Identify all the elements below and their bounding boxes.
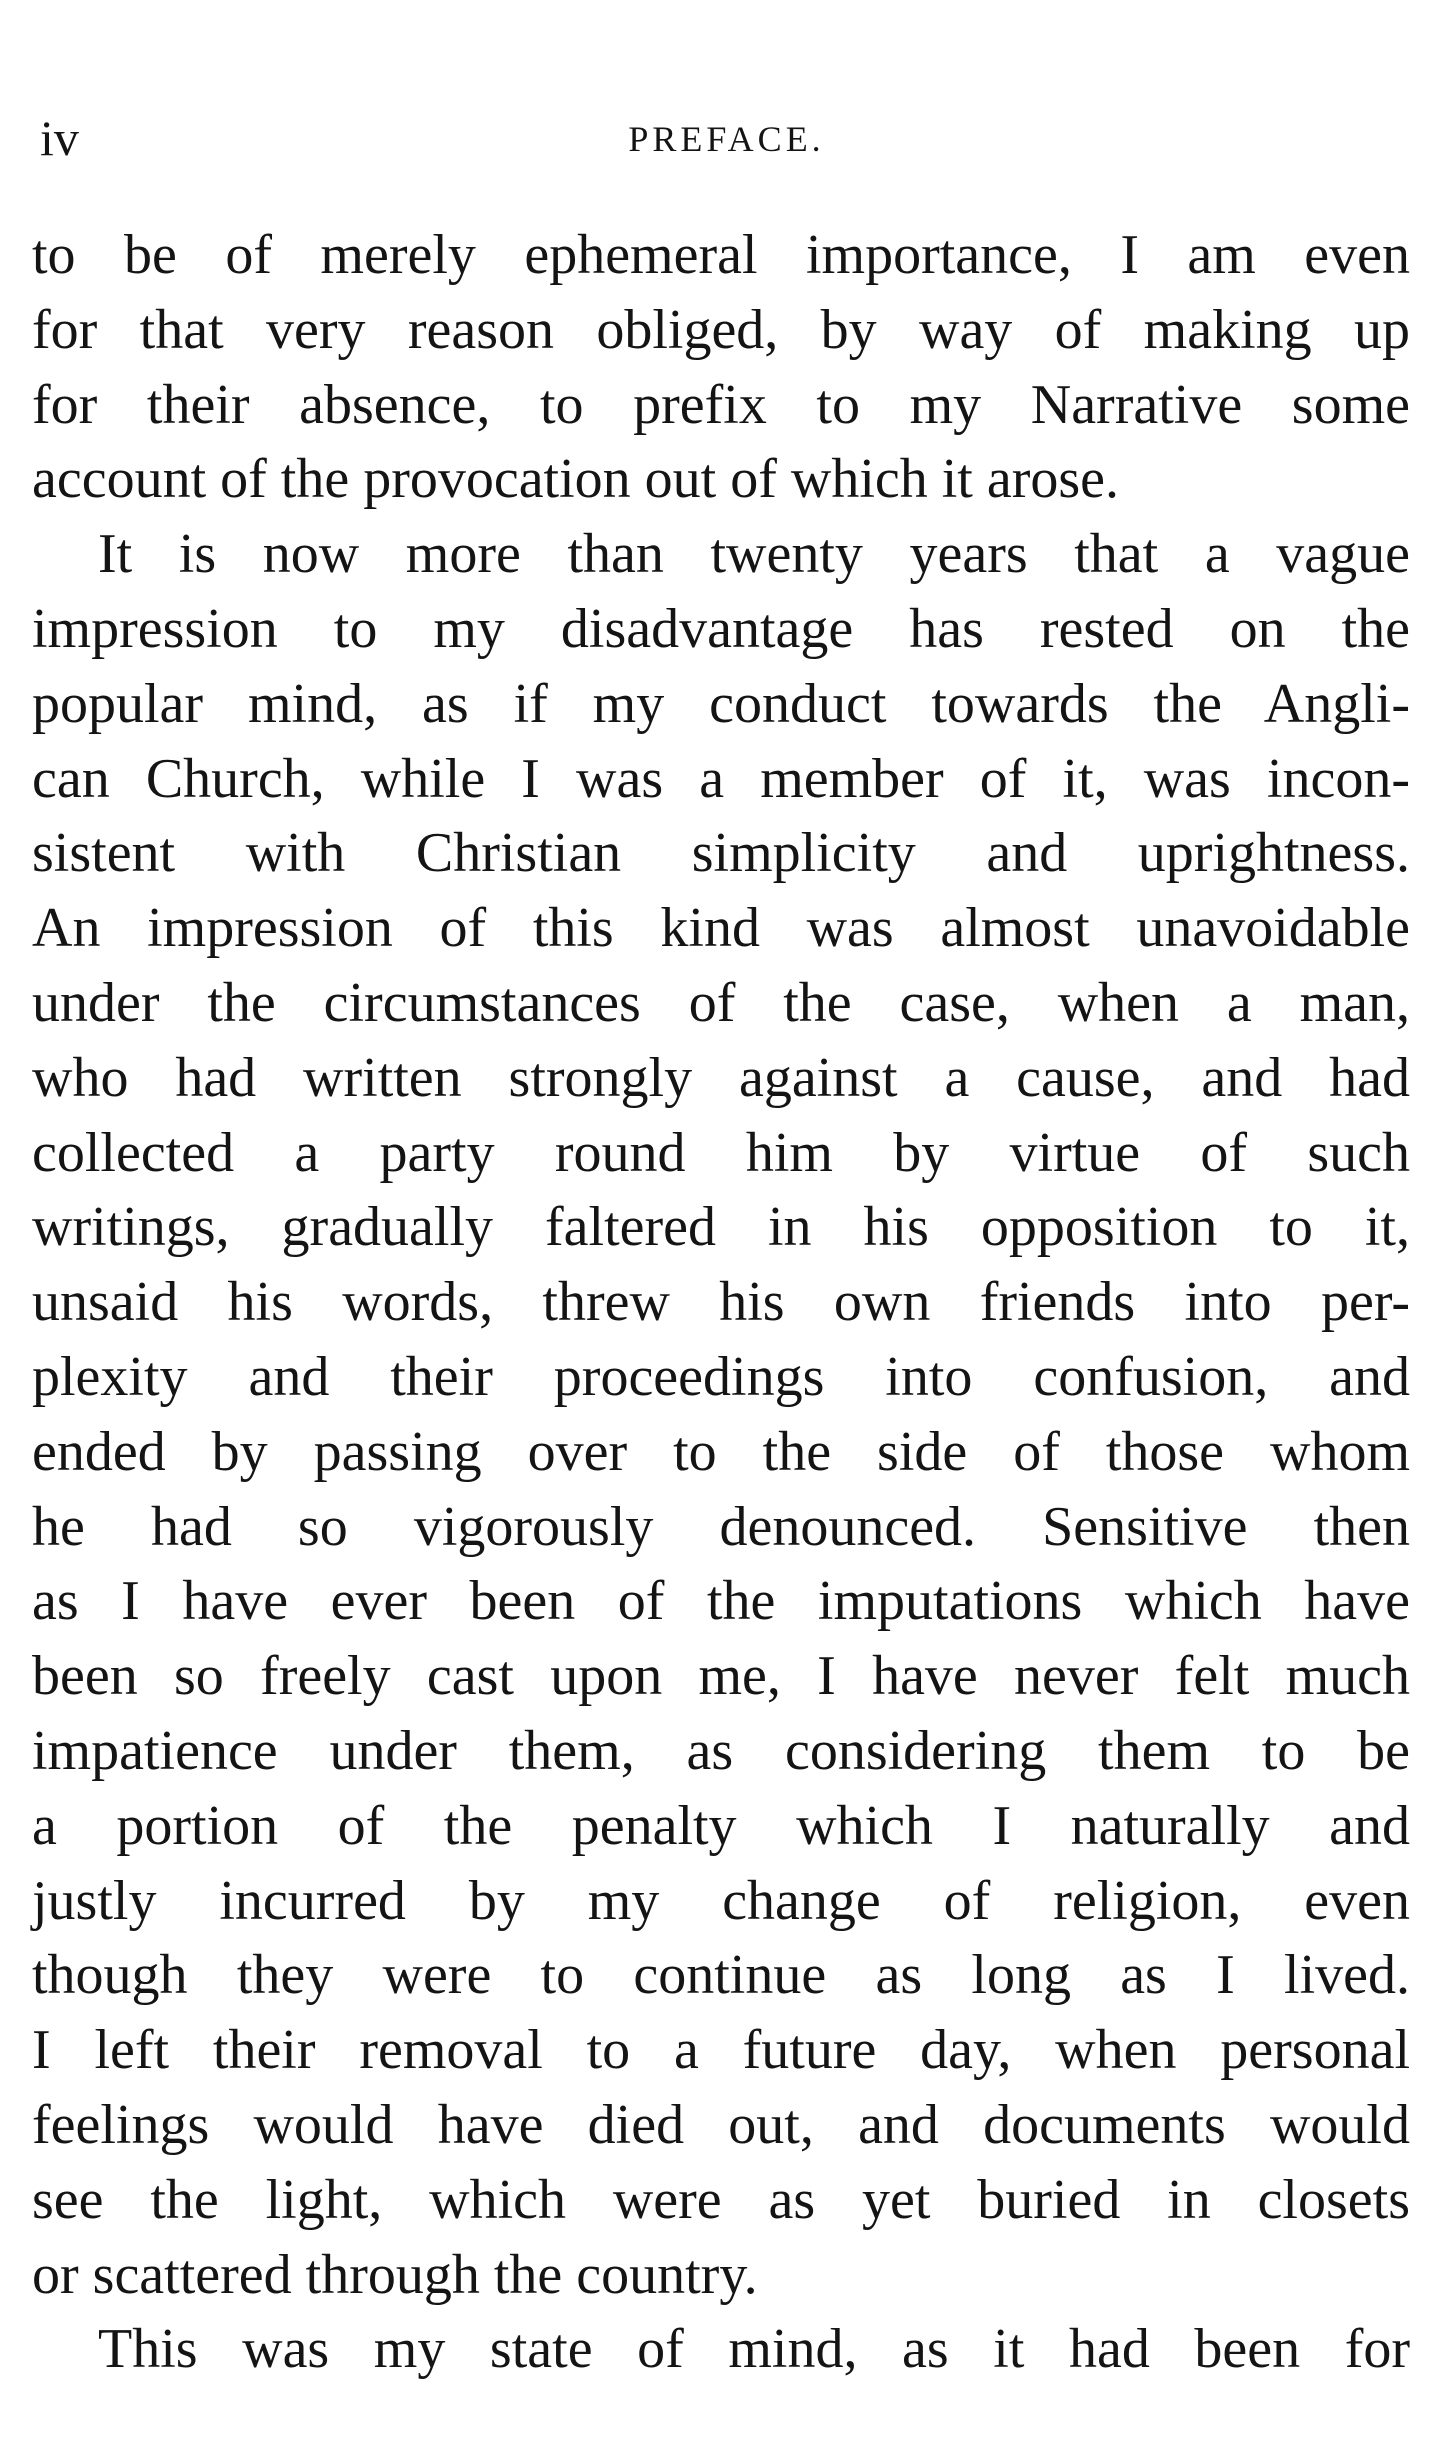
running-title: PREFACE. [628,119,825,159]
text-line: been so freely cast upon me, I have never felt much [32,1645,1410,1708]
text-line: I left their removal to a future day, when personal [32,2019,1410,2082]
page-number: iv [40,110,79,166]
text-line: he had so vigorously denounced. Sensitive then [32,1495,1410,1558]
text-line: justly incurred by my change of religion, even [32,1869,1410,1932]
running-head [0,108,1453,168]
text-line: unsaid his words, threw his own friends into per- [32,1271,1410,1334]
text-line: sistent with Christian simplicity and uprightness. [32,822,1410,885]
text-line: An impression of this kind was almost unavoidable [32,897,1410,960]
text-line: impression to my disadvantage has rested on the [32,597,1410,660]
text-line: for that very reason obliged, by way of making up [32,298,1410,361]
text-line: can Church, while I was a member of it, was incon- [32,747,1410,810]
text-line: see the light, which were as yet buried in closets [32,2168,1410,2231]
body-text [32,218,1410,2387]
paragraph-end-line: or scattered through the country. [32,2243,758,2306]
text-line: under the circumstances of the case, when a man, [32,971,1410,1034]
paragraph-start-line: It is now more than twenty years that a vague [98,523,1410,586]
text-line: as I have ever been of the imputations which have [32,1570,1410,1633]
text-line: feelings would have died out, and documents would [32,2093,1410,2156]
text-line: ended by passing over to the side of those whom [32,1420,1410,1483]
paragraph-end-line: account of the provocation out of which it arose. [32,448,1119,511]
text-line: a portion of the penalty which I naturally and [32,1794,1410,1857]
text-line: writings, gradually faltered in his opposition to it, [32,1196,1410,1259]
text-line: who had written strongly against a cause, and had [32,1046,1410,1109]
text-line: impatience under them, as considering them to be [32,1719,1410,1782]
text-line: collected a party round him by virtue of such [32,1121,1410,1184]
text-line: plexity and their proceedings into confusion, and [32,1345,1410,1408]
text-line: for their absence, to prefix to my Narrative some [32,373,1410,436]
text-line: to be of merely ephemeral importance, I am even [32,224,1410,286]
text-line: though they were to continue as long as I lived. [32,1944,1410,2007]
paragraph-start-line: This was my state of mind, as it had been for [98,2318,1410,2381]
text-line: popular mind, as if my conduct towards the Angli- [32,672,1410,735]
